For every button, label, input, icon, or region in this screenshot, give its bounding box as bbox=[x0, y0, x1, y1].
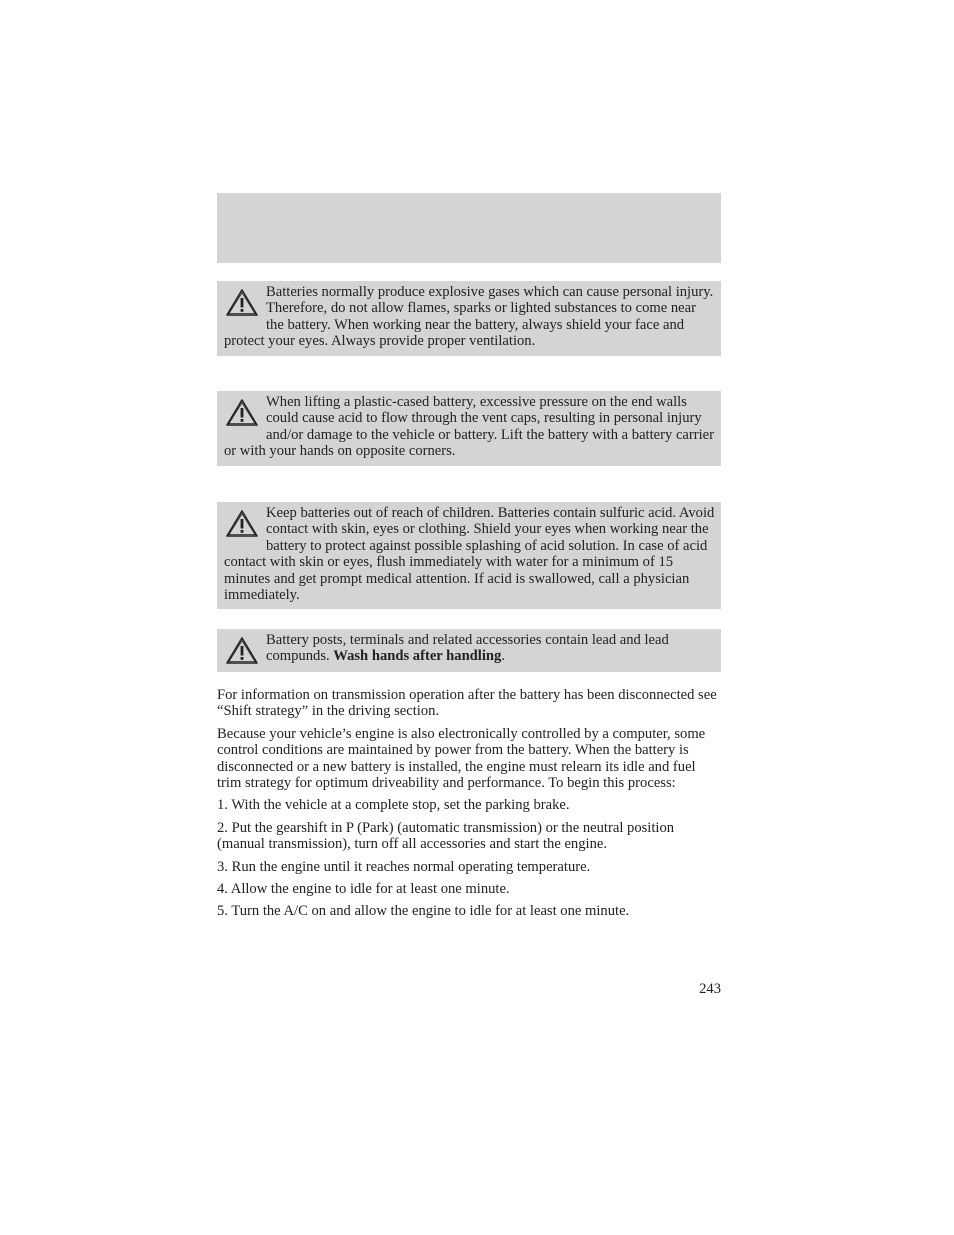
page-number: 243 bbox=[699, 981, 721, 997]
paragraph-relearn-intro: Because your vehicle’s engine is also electronically controlled by a computer, some control conditions are maintained by power from the battery. When the battery is disconnected or a new battery is installed, the engine must relearn its idle and fuel trim strategy for optimum driveability and performance. To begin this process: bbox=[217, 725, 706, 792]
warning-triangle-icon bbox=[224, 398, 260, 428]
section-header-band bbox=[217, 193, 721, 263]
step-1: 1. With the vehicle at a complete stop, set the parking brake. bbox=[217, 797, 570, 814]
warning-triangle-icon bbox=[224, 288, 260, 318]
warning-text: Battery posts, terminals and related accessories contain lead and lead compunds. bbox=[266, 632, 669, 665]
warning-box-explosive-gases bbox=[217, 281, 721, 356]
step-5: 5. Turn the A/C on and allow the engine to idle for at least one minute. bbox=[217, 903, 630, 920]
step-4: 4. Allow the engine to idle for at least one minute. bbox=[217, 881, 510, 898]
body-text bbox=[217, 687, 721, 926]
warning-text: Batteries normally produce explosive gases which can cause personal injury. Therefore, do not allow flames, sparks or lighted substances to come near the battery. When working near the battery, always shield your face and protect your eyes. Always provide proper ventilation. bbox=[224, 284, 714, 350]
warning-text: When lifting a plastic-cased battery, excessive pressure on the end walls could cause acid to flow through the vent caps, resulting in personal injury and/or damage to the vehicle or battery. Lift the battery with a battery carrier or with your hands on opposite corners. bbox=[224, 394, 715, 460]
step-2: 2. Put the gearshift in P (Park) (automatic transmission) or the neutral position (manual transmission), turn off all accessories and start the engine. bbox=[217, 819, 675, 853]
warning-triangle-icon bbox=[224, 509, 260, 539]
warning-box-plastic-cased-battery bbox=[217, 391, 721, 466]
warning-emphasis: Wash hands after handling bbox=[333, 648, 502, 665]
warning-tail: . bbox=[501, 648, 505, 665]
step-3: 3. Run the engine until it reaches normal operating temperature. bbox=[217, 858, 591, 875]
paragraph-transmission-info: For information on transmission operation after the battery has been disconnected see “Shift strategy” in the driving section. bbox=[217, 687, 717, 720]
warning-box-lead bbox=[217, 629, 721, 672]
warning-box-sulfuric-acid bbox=[217, 502, 721, 609]
warning-triangle-icon bbox=[224, 636, 260, 666]
warning-text: Keep batteries out of reach of children. Batteries contain sulfuric acid. Avoid contact with skin, eyes or clothing. Shield your eyes when working near the battery to protect against possible splashing of acid solution. In case of acid contact with skin or eyes, flush immediately with water for a minimum of 15 minutes and get prompt medical attention. If acid is swallowed, call a physician immediately. bbox=[224, 505, 715, 604]
